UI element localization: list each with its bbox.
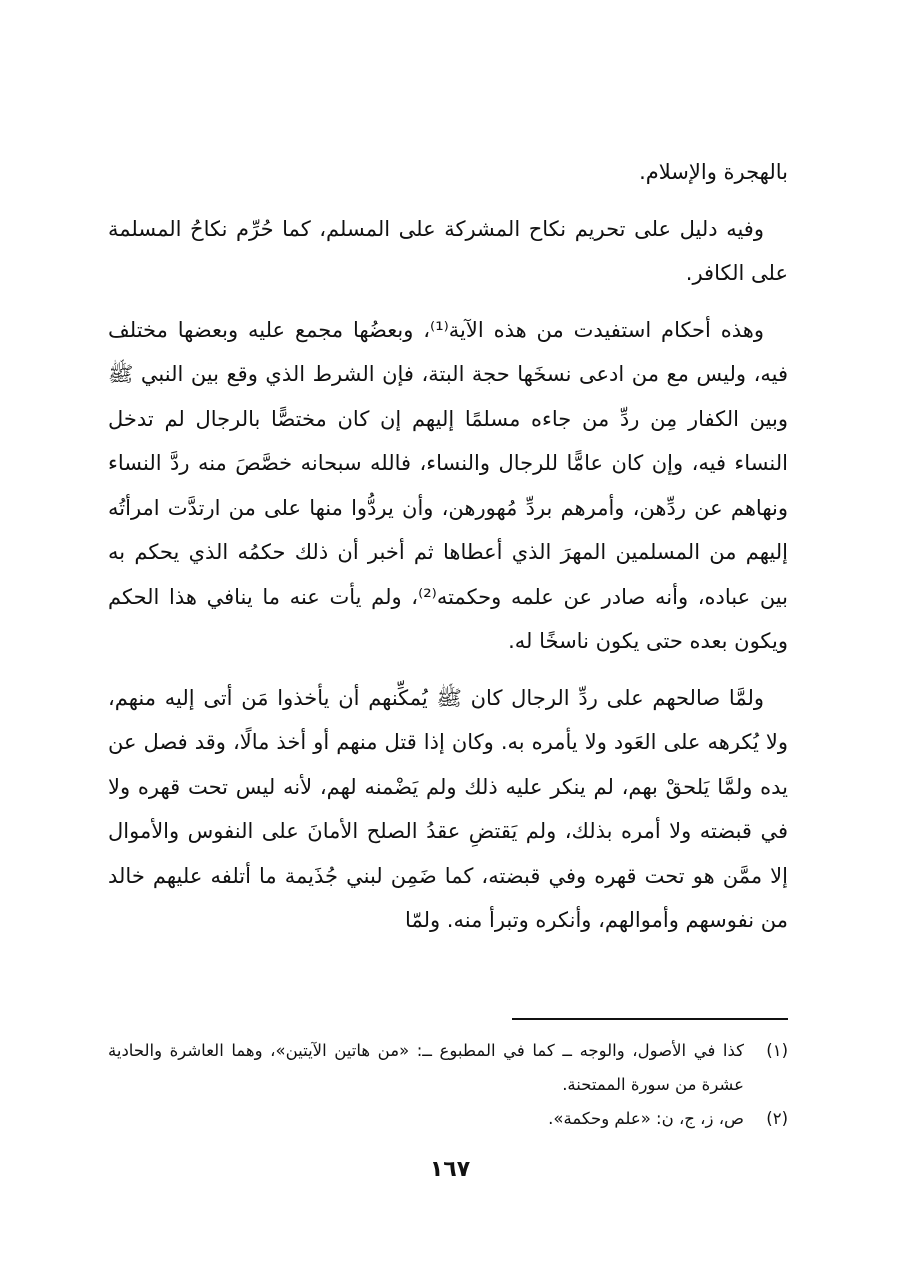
paragraph-1: بالهجرة والإسلام.: [639, 160, 788, 184]
footnote-text: ص، ز، ج، ن: «علم وحكمة».: [548, 1109, 744, 1128]
paragraph-4: ولمَّا صالحهم على ردِّ الرجال كان ﷺ يُمكِّنهم أن يأخذوا مَن أتى إليه منهم، ولا يُكرهه على العَود ولا يأمره به. وكان إذا قتل منهم أو أخذ مالًا، وقد فصل عن يده ولمَّا يَلحقْ بهم، لم ينكر عليه ذلك ولم يَضْمنه لهم، لأنه ليس تحت قهره ولا في قبضته ولا أمره بذلك، ولم يَقتضِ عقدُ الصلح الأمانَ على النفوس والأموال إلا ممَّن هو تحت قهره وفي قبضته، كما ضَمِن لبني جُذَيمة ما أتلفه عليهم خالد من نفوسهم وأموالهم، وأنكره وتبرأ منه. ولمّا: [108, 685, 788, 932]
paragraph-2: وفيه دليل على تحريم نكاح المشركة على المسلم، كما حُرِّم نكاحُ المسلمة على الكافر.: [108, 216, 788, 285]
footnotes: [108, 1034, 788, 1136]
paragraph-3: وهذه أحكام استفيدت من هذه الآية⁽¹⁾، وبعضُها مجمع عليه وبعضها مختلف فيه، وليس مع من ادعى نسخَها حجة البتة، فإن الشرط الذي وقع بين النبي ﷺ وبين الكفار مِن ردِّ من جاءه مسلمًا إليهم إن كان مختصًّا بالرجال لم تدخل النساء فيه، وإن كان عامًّا للرجال والنساء، فالله سبحانه خصَّصَ منه ردَّ النساء ونهاهم عن ردِّهن، وأمرهم بردِّ مُهورهن، وأن يردُّوا منها على من ارتدَّت امرأتُه إليهم من المسلمين المهرَ الذي أعطاها ثم أخبر أن ذلك حكمُه الذي يحكم به بين عباده، وأنه صادر عن علمه وحكمته⁽²⁾، ولم يأت عنه ما ينافي هذا الحكم ويكون بعده حتى يكون ناسخًا له.: [108, 317, 788, 653]
page-number: ١٦٧: [429, 1157, 471, 1182]
footnote-number: (٢): [766, 1109, 788, 1128]
footnote-2: [108, 1102, 788, 1136]
footnote-separator: [512, 1018, 788, 1020]
main-text: [108, 150, 788, 955]
footnote-number: (١): [766, 1041, 788, 1060]
footnote-text: كذا في الأصول، والوجه ــ كما في المطبوع ــ: «من هاتين الآيتين»، وهما العاشرة والحادية عشرة من سورة الممتحنة.: [108, 1041, 744, 1094]
footnote-1: [108, 1034, 788, 1102]
